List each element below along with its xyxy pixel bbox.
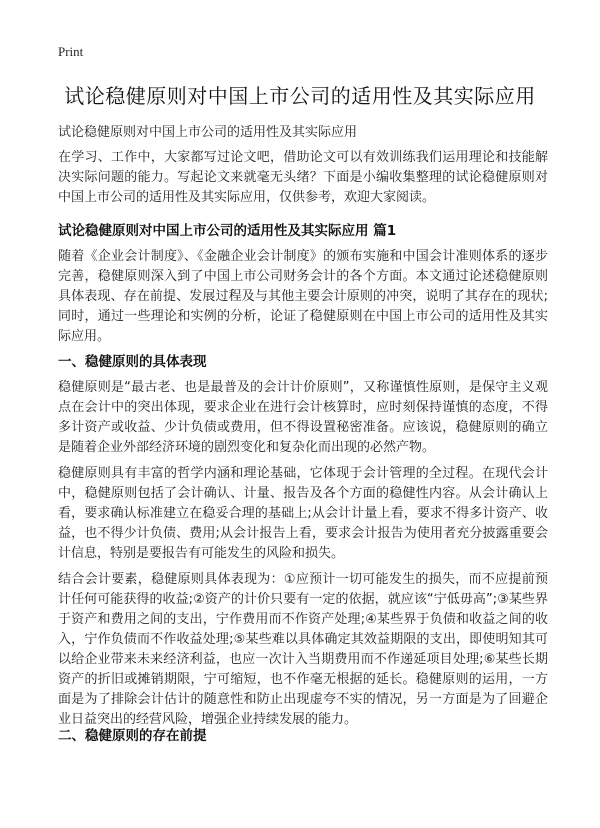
abstract-paragraph: 随着《企业会计制度》、《金融企业会计制度》的颁布实施和中国会计准则体系的逐步完善，稳健原则深入到了中国上市公司财务会计的各个方面。本文通过论述稳健原则具体表现、存在前提、发展过程及与其他主要会计原则的冲突，说明了其存在的现状;同时，通过一些理论和实例的分析，论证了稳健原则在中国上市公司的适用性及其实际应用。 (58, 249, 548, 344)
section-heading-2: 二、稳健原则的存在前提 (58, 728, 207, 744)
part-heading: 试论稳健原则对中国上市公司的适用性及其实际应用 篇1 (58, 223, 397, 239)
elements-paragraph: 结合会计要素，稳健原则具体表现为：①应预计一切可能发生的损失，而不应提前预计任何可能获得的收益;②资产的计价只要有一定的依据，就应该“宁低毋高”;③某些界于资产和费用之间的支出，宁作费用而不作资产处理;④某些界于负债和收益之间的收入，宁作负债而不作收益处理;⑤某些难以具体确定其效益期限的支出，即使明知其可以给企业带来未来经济利益，也应一次计入当期费用而不作递延项目处理;⑥某些长期资产的折旧或摊销期限，宁可缩短，也不作毫无根据的延长。稳健原则的运用，一方面是为了排除会计估计的随意性和防止出现虚夸不实的情况，另一方面是为了回避企业日益突出的经营风险，增强企业持续发展的能力。 (58, 572, 548, 727)
intro-paragraph: 在学习、工作中，大家都写过论文吧，借助论文可以有效训练我们运用理论和技能解决实际问题的能力。写起论文来就毫无头绪？下面是小编收集整理的试论稳健原则对中国上市公司的适用性及其实际应用，仅供参考，欢迎大家阅读。 (58, 150, 548, 205)
document-subtitle: 试论稳健原则对中国上市公司的适用性及其实际应用 (58, 125, 358, 140)
philosophy-paragraph: 稳健原则具有丰富的哲学内涵和理论基础，它体现于会计管理的全过程。在现代会计中，稳健原则包括了会计确认、计量、报告及各个方面的稳健性内容。从会计确认上看，要求确认标准建立在稳妥合理的基础上;从会计计量上看，要求不得多计资产、收益，也不得少计负债、费用;从会计报告上看，要求会计报告为使用者充分披露重要会计信息，特别是要报告有可能发生的风险和损失。 (58, 466, 548, 561)
print-link[interactable]: Print (58, 44, 84, 59)
definition-paragraph: 稳健原则是“最古老、也是最普及的会计计价原则”，又称谨慎性原则，是保守主义观点在会计中的突出体现，要求企业在进行会计核算时，应时刻保持谨慎的态度，不得多计资产或收益、少计负债或费用，但不得设置秘密准备。应该说，稳健原则的确立是随着企业外部经济环境的剧烈变化和复杂化而出现的必然产物。 (58, 380, 548, 455)
section-heading-1: 一、稳健原则的具体表现 (58, 354, 207, 370)
page-title: 试论稳健原则对中国上市公司的适用性及其实际应用 (64, 84, 536, 108)
